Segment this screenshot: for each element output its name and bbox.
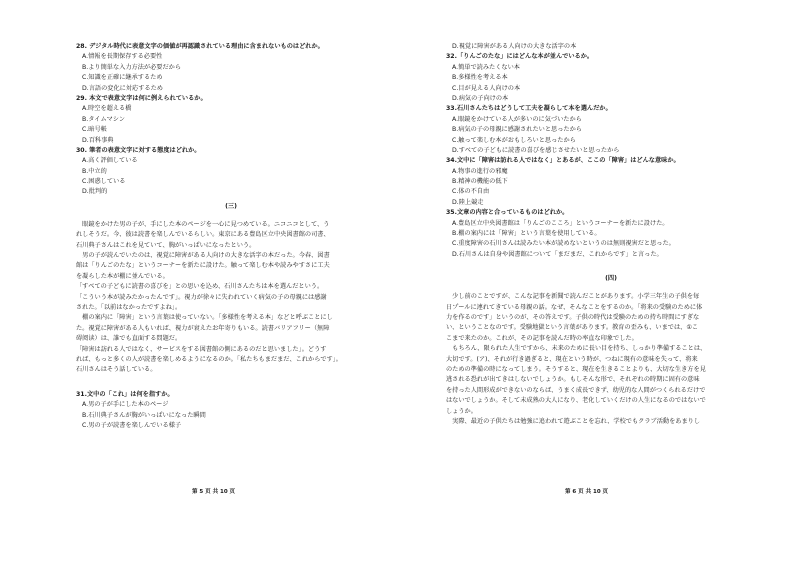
answer-option: A.男の子が手にした本のページ [82, 401, 169, 409]
passage-line: 少し前のことですが、こんな記事を新聞で読んだことがあります。小学三年生の子供を毎 [446, 293, 700, 301]
question-line: 33.石川さんたちはどうして工夫を凝らして本を選んだか。 [446, 105, 612, 113]
passage-line: はないでしょうか。そして未成熟の大人になり、老化していくだけの人生になるのではないで [446, 397, 706, 405]
passage-line: 碍阅读）は、誰でも直面する問題だ。 [76, 335, 182, 343]
page-footer-6: 第 6 页 共 10 页 [565, 489, 609, 495]
answer-option: B.精神の機能の低下 [452, 178, 508, 186]
question-31 [76, 390, 386, 432]
passage-4 [446, 292, 776, 427]
answer-option: D.すべての子どもに読書の喜びを感じさせたいと思ったから [452, 146, 620, 154]
answer-option: A.時空を超える橋 [82, 105, 132, 113]
question-line: 32.「りんごのたな」にはどんな本が並んでいるか。 [446, 53, 594, 61]
passage-line: 眼鏡をかけた男の子が、手にした本のページを一心に見つめている。ニコニコとして、う [76, 220, 330, 228]
answer-option: D.病気の子向けの本 [452, 94, 509, 102]
answer-option: C.困惑している [82, 178, 126, 186]
question-line: 34.文中に「障害は訪れる人ではなく」とあるが、ここの「障害」はどんな意味か。 [446, 157, 680, 165]
passage-line: 力を作るのです」というのが、その答えです。子供の時代は受験のための持ち時間にすぎな [446, 313, 700, 321]
questions-28-30 [76, 42, 386, 198]
answer-option: B.タイムマシン [82, 115, 125, 123]
question-line: 28. デジタル時代に表意文字の価値が再認識されている理由に含まれないものはどれか。 [76, 43, 324, 50]
answer-option: D.陸上競走 [452, 198, 484, 206]
section-3-heading: (三) [225, 202, 237, 210]
answer-option: C.重度障害の石川さんは読みたい本が読めないというのは無則視害だと思った。 [452, 240, 675, 248]
passage-line: 男の子が読んでいたのは、視覚に障害がある人向けの大きな活字の本だった。今春、図書 [76, 252, 330, 260]
answer-option: A.豊島区立中央図書館は「りんごのこころ」というコーナーを新たに設けた。 [452, 219, 669, 227]
answer-option: B.中立的 [82, 167, 107, 175]
passage-line: い、ということなのです。受験地獄という言葉があります。教育の歪みも、いまでは、①こ [446, 324, 699, 332]
passage-line: 棚の案内に「障害」という言葉は使っていない。「多様性を考える本」などと呼ぶことにし [76, 314, 333, 322]
passage-line: 実際、最近の子供たちは勉強に追われて遊ぶことを忘れ、学校でもクラブ活動をあまりし [446, 417, 701, 425]
question-line: 31.文中の「これ」は何を指すか。 [76, 390, 174, 398]
answer-option: B.棚の案内には「障害」という言葉を使用している。 [452, 230, 601, 238]
passage-line: を凝らした本が棚に並んでいる。 [76, 272, 169, 280]
question-line: 35.文章の内容と合っているものはどれか。 [446, 209, 569, 217]
answer-option: B.より簡単な入力方法が必要だから [82, 63, 182, 71]
answer-option: D.言語の変化に対応するため [82, 84, 163, 92]
passage-line: こまで来たのか。これが、その記事を読んだ時の率直な印象でした。 [446, 334, 638, 342]
answer-option: B.石川典子さんが胸がいっぱいになった瞬間 [82, 411, 206, 419]
passage-line: された。「以前はなかったですよね」。 [76, 303, 182, 311]
answer-option: B.病気の子の母親に感謝されたいと思ったから [452, 126, 582, 134]
answer-option: C.暗号帳 [82, 126, 107, 134]
answer-option: D.視覚に障害がある人向けの大きな活字の本 [452, 43, 577, 50]
passage-line: 石川典子さんはこれを見ていて、胸がいっぱいになったという。 [76, 241, 256, 249]
right-page [400, 0, 800, 566]
passage-line: 大切です。(ア)、それが行き過ぎると、現在という時が、つねに現有の意味を失って、将来 [446, 355, 698, 363]
passage-line: 逃される恐れが出てきはしないでしょうか。もしそんな形で、それぞれの時期に固有の意味 [446, 376, 700, 384]
passage-line: もちろん、限られた人生ですから、未来のために長い目を持ち、しっかり準備することは、 [446, 345, 707, 353]
passage-line: た。視覚に障害がある人もいれば、視力が衰えたお年寄りもいる。読書バリアフリー（無障 [76, 324, 330, 332]
page-footer-5: 第 5 页 共 10 页 [192, 489, 236, 495]
answer-option: C.体の不自由 [452, 188, 490, 196]
answer-option: C.目が見える人向けの本 [452, 84, 521, 92]
answer-option: C.触って楽しむ本がおもしろいと思ったから [452, 136, 576, 144]
passage-line: 館は「りんごのたな」というコーナーを新たに設けた。触って楽しむ本や読みやすさに工夫 [76, 262, 330, 270]
passage-line: れしそうだ。今、彼は読書を楽しんでいるらしい。東京にある豊島区立中央図書館の司書、 [76, 231, 330, 239]
passage-line: 「こういう本が読みたかったんです」。視力が徐々に失われていく病気の子の母親には感謝 [76, 293, 327, 301]
answer-option: A.簡単で読みたくない本 [452, 63, 520, 71]
answer-option: C.男の子が読書を楽しんでいる様子 [82, 421, 182, 429]
answer-option: A.情報を長期保存する必要性 [82, 53, 163, 61]
passage-line: 石川さんはそう話している。 [76, 366, 157, 374]
section-4-heading: (四) [605, 275, 617, 283]
passage-line: 日プールに連れてきている母親の話。なぜ、そんなことをするのか。「将来の受験のために体 [446, 303, 703, 311]
answer-option: C.知識を正確に継承するため [82, 74, 163, 82]
answer-option: D.石川さんは自身や図書館について「まだまだ、これからです」と言った。 [452, 250, 663, 258]
questions-31-35 [446, 42, 776, 260]
passage-line: しょうか。 [446, 407, 477, 415]
passage-line: れば、もっと多くの人が読書を楽しめるようになるのか。「私たちもまだまだ、これからです」。 [76, 355, 342, 363]
passage-line: を持った人間形成ができないのならば、うまく成長できず、幼児的な人間がつくられるだけで [446, 386, 706, 394]
question-line: 30. 筆者の表意文字に対する態度はどれか。 [76, 146, 201, 154]
answer-option: B.多様性を考える本 [452, 74, 508, 82]
passage-line: 「すべての子どもに読書の喜びを」との思いを込め、石川さんたちは本を選んだという。 [76, 283, 324, 291]
answer-option: A.物事の進行の邪魔 [452, 167, 508, 175]
passage-line: のための準備の時になってしまう。そうすると、現在を生きることよりも、大切な生き方を見 [446, 365, 706, 373]
answer-option: A.高く評価している [82, 157, 138, 165]
question-line: 29. 本文で表意文字は何に例えられているか。 [76, 94, 207, 102]
answer-option: A.眼鏡をかけている人が多いのに気づいたから [452, 115, 582, 123]
passage-line: 「障害は訪れる人ではなく、サービスをする図書館の側にあるのだと思いました」。どうす [76, 345, 327, 353]
answer-option: D.批判的 [82, 188, 108, 196]
answer-option: D.百科事典 [82, 136, 114, 144]
passage-3 [76, 220, 386, 376]
